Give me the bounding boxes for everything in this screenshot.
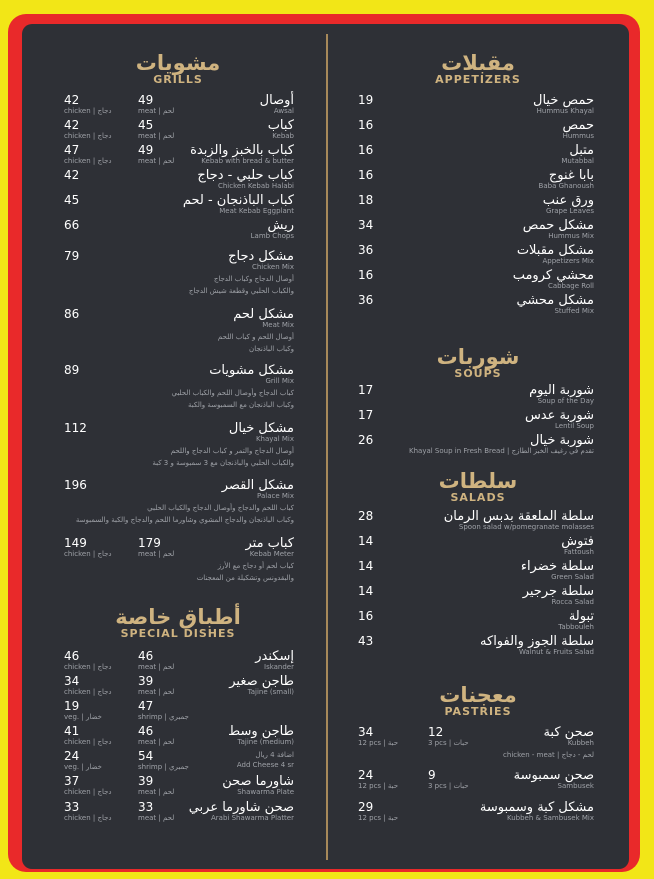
price: 17	[358, 383, 374, 397]
pastries-title-en: PASTRIES	[444, 705, 512, 718]
item-name-ar: سلطة الملعقة بدبس الرمان	[443, 509, 594, 524]
price-3pcs: 12	[428, 725, 444, 739]
item-description: أوصال الدجاج وكباب الدجاج	[213, 275, 294, 283]
price: 86	[64, 307, 80, 321]
price-12pcs: 29	[358, 800, 374, 814]
price: 79	[64, 249, 80, 263]
price: 26	[358, 433, 374, 447]
price: 14	[358, 534, 374, 548]
add-cheese-en: Add Cheese 4 sr	[236, 761, 294, 769]
item-name-en: Hummus Khayal	[536, 107, 594, 115]
price: 28	[358, 509, 374, 523]
price-label-12pcs: 12 pcs | حبة	[358, 782, 399, 790]
item-name-ar: مشكل مقبلات	[516, 243, 594, 258]
item-name-en: Cabbage Roll	[547, 282, 594, 290]
item-name-ar: مشكل خيال	[228, 421, 294, 436]
item-name-en: Fattoush	[564, 548, 594, 556]
item-name-en: Hummus Mix	[548, 232, 594, 240]
appetizers-title-en: APPETIZERS	[435, 73, 521, 86]
item-name-ar: ورق عنب	[542, 193, 594, 208]
item-name-ar: كباب حلبي - دجاج	[197, 168, 294, 183]
price: 36	[358, 243, 374, 257]
price-label-meat: meat | لحم	[138, 814, 175, 822]
price-label-chicken: chicken | دجاج	[64, 788, 112, 796]
item-name-en: Awsal	[273, 107, 294, 115]
price-chicken: 42	[64, 93, 80, 107]
price-label-meat: meat | لحم	[138, 157, 175, 165]
item-description: والكباب الحلبي والباذنجان مع 3 سمبوسة و 3 كبة	[152, 459, 294, 467]
price-label-chicken: chicken | دجاج	[64, 814, 112, 822]
item-description: كباب لحم أو دجاج مع الأرز	[217, 562, 294, 570]
item-name-en: Baba Ghanoush	[538, 182, 594, 190]
item-name-ar: صحن شاورما عربي	[188, 800, 294, 815]
item-name-en: Chicken Kebab Halabi	[217, 182, 294, 190]
price-label-chicken: chicken | دجاج	[64, 688, 112, 696]
price: 34	[358, 218, 374, 232]
item-name-en: Tajine (small)	[247, 688, 294, 696]
item-name-ar: طاجن وسط	[228, 724, 294, 739]
pastries-title-ar: معجنات	[439, 683, 517, 707]
soups-header	[332, 346, 624, 380]
price-label-chicken: chicken | دجاج	[64, 107, 112, 115]
price-label-chicken: chicken | دجاج	[64, 663, 112, 671]
price: 36	[358, 293, 374, 307]
item-description: والبقدونس وتشكيلة من المعجنات	[196, 574, 294, 582]
salads-header	[332, 470, 624, 504]
price-meat: 46	[138, 724, 154, 738]
item-name-ar: مشكل دجاج	[228, 249, 294, 264]
item-name-ar: طاجن صغير	[229, 674, 294, 689]
item-name-en: Sambusek	[557, 782, 594, 790]
price-meat: 179	[138, 536, 161, 550]
price-meat: 49	[138, 93, 154, 107]
price: 14	[358, 559, 374, 573]
item-name-en: Grape Leaves	[545, 207, 594, 215]
price-veg: 19	[64, 699, 80, 713]
item-name-ar: تبولة	[568, 609, 594, 624]
item-name-en: Shawarma Plate	[237, 788, 294, 796]
price-label-3pcs: 3 pcs | حبات	[428, 739, 469, 747]
item-description: كباب اللحم والدجاج وأوصال الدجاج والكباب الحلبي	[147, 504, 294, 512]
item-name-ar: سلطة الجوز والفواكه	[480, 634, 594, 649]
price: 43	[358, 634, 374, 648]
item-name-ar: حمص	[562, 118, 594, 133]
item-name-en: Kebab Meter	[249, 550, 294, 558]
item-name-en: Hummus	[562, 132, 594, 140]
price-meat: 33	[138, 800, 154, 814]
item-name-ar: كباب الباذنجان - لحم	[182, 193, 294, 208]
item-name-ar: ريش	[267, 218, 294, 233]
item-name-ar: شاورما صحن	[222, 774, 294, 789]
item-name-ar: أوصال	[259, 93, 294, 108]
price-chicken: 149	[64, 536, 87, 550]
price-label-chicken: chicken | دجاج	[64, 157, 112, 165]
item-description: chicken - meat | لحم - دجاج	[503, 751, 594, 759]
appetizers-title-ar: مقبلات	[441, 51, 515, 75]
price-label-3pcs: 3 pcs | حبات	[428, 782, 469, 790]
item-name-en: Rocca Salad	[551, 598, 594, 606]
item-name-en: Mutabbal	[561, 157, 594, 165]
item-name-en: Kebab with bread & butter	[201, 157, 294, 165]
price-12pcs: 34	[358, 725, 374, 739]
item-name-en: Meat Kebab Eggplant	[219, 207, 294, 215]
price-3pcs: 9	[428, 768, 436, 782]
item-name-ar: مشكل مشويات	[209, 363, 294, 378]
item-name-en: Arabi Shawarma Platter	[211, 814, 294, 822]
grills-title-en: GRILLS	[153, 73, 203, 86]
item-name-ar: سلطة جرجير	[522, 584, 594, 599]
price: 18	[358, 193, 374, 207]
item-name-en: Grill Mix	[265, 377, 294, 385]
grills-title-ar: مشويات	[135, 51, 221, 75]
item-name-ar: مشكل لحم	[233, 307, 294, 322]
price-label-meat: meat | لحم	[138, 788, 175, 796]
price: 112	[64, 421, 87, 435]
soups-title-en: SOUPS	[454, 367, 502, 380]
item-name-en: Kubbeh & Sambusek Mix	[506, 814, 594, 822]
item-name-en: Lamb Chops	[250, 232, 294, 240]
item-description: وكباب الباذنجان	[249, 345, 294, 353]
item-name-ar: مشكل حمص	[522, 218, 594, 233]
price-label-meat: meat | لحم	[138, 550, 175, 558]
item-name-ar: صحن سمبوسة	[513, 768, 594, 783]
grills-header	[32, 52, 324, 86]
item-name-ar: متبل	[569, 143, 594, 158]
item-description: والكباب الحلبي وقطعة شيش الدجاج	[188, 287, 294, 295]
price-label-chicken: chicken | دجاج	[64, 550, 112, 558]
price: 66	[64, 218, 80, 232]
salads-title-ar: سلطات	[438, 469, 518, 493]
price-label-chicken: chicken | دجاج	[64, 738, 112, 746]
item-name-ar: محشي كرومب	[512, 268, 594, 283]
item-name-en: Tajine (medium)	[237, 738, 294, 746]
item-name-en: Chicken Mix	[251, 263, 294, 271]
item-description: كباب الدجاج وأوصال اللحم والكباب الحلبي	[171, 389, 294, 397]
price-chicken: 37	[64, 774, 80, 788]
price: 196	[64, 478, 87, 492]
item-name-ar: مشكل كبة وسمبوسة	[479, 800, 594, 815]
price-meat: 49	[138, 143, 154, 157]
price: 17	[358, 408, 374, 422]
price-label-shrimp: shrimp | جمبري	[138, 763, 189, 771]
item-description: أوصال الدجاج والتمر و كباب الدجاج واللحم	[170, 447, 294, 455]
price: 16	[358, 143, 374, 157]
price-label-meat: meat | لحم	[138, 107, 175, 115]
price-label-shrimp: shrimp | جمبري	[138, 713, 189, 721]
price-meat: 39	[138, 674, 154, 688]
price-label-chicken: chicken | دجاج	[64, 132, 112, 140]
price-chicken: 47	[64, 143, 80, 157]
item-name-ar: كباب	[267, 118, 294, 133]
price-veg: 24	[64, 749, 80, 763]
item-name-ar: مشكل القصر	[221, 478, 294, 493]
add-cheese-ar: اضافة 4 ريال	[255, 751, 294, 759]
item-name-ar: مشكل محشي	[516, 293, 594, 308]
price-chicken: 33	[64, 800, 80, 814]
appetizers-header	[332, 52, 624, 86]
item-name-ar: سلطة خضراء	[520, 559, 594, 574]
price-chicken: 34	[64, 674, 80, 688]
price-meat: 39	[138, 774, 154, 788]
item-name-ar: بابا غنوج	[548, 168, 594, 183]
price-label-12pcs: 12 pcs | حبة	[358, 814, 399, 822]
price: 16	[358, 168, 374, 182]
item-name-en: Stuffed Mix	[554, 307, 594, 315]
item-name-en: Khayal Mix	[255, 435, 294, 443]
price: 45	[64, 193, 80, 207]
item-description: وكباب الباذنجان مع السمبوسة والكبة	[187, 401, 294, 409]
item-name-en: Khayal Soup in Fresh Bread | تقدم في رغيف الخبز الطازج	[409, 447, 594, 455]
price: 42	[64, 168, 80, 182]
item-name-ar: صحن كبة	[543, 725, 594, 740]
price-meat: 46	[138, 649, 154, 663]
item-name-en: Palace Mix	[257, 492, 294, 500]
price: 14	[358, 584, 374, 598]
item-name-en: Kebab	[272, 132, 294, 140]
price: 89	[64, 363, 80, 377]
price-shrimp: 47	[138, 699, 154, 713]
item-name-ar: فتوش	[561, 534, 594, 549]
item-name-ar: حمص خيال	[533, 93, 594, 108]
item-name-ar: شوربة خيال	[530, 433, 594, 448]
item-name-en: Walnut & Fruits Salad	[518, 648, 594, 656]
item-name-en: Spoon salad w/pomegranate molasses	[458, 523, 594, 531]
price-label-meat: meat | لحم	[138, 132, 175, 140]
price-label-meat: meat | لحم	[138, 738, 175, 746]
salads-title-en: SALADS	[450, 491, 506, 504]
item-name-ar: إسكندر	[255, 649, 294, 664]
item-description: وكباب الباذنجان والدجاج المشوي وشاورما اللحم والدجاج والكبة والسمبوسة	[75, 516, 294, 524]
item-name-en: Tabbouleh	[558, 623, 594, 631]
price: 16	[358, 609, 374, 623]
item-name-en: Lentil Soup	[555, 422, 594, 430]
price-label-veg: veg. | خضار	[64, 713, 102, 721]
price-label-veg: veg. | خضار	[64, 763, 102, 771]
item-name-en: Iskander	[264, 663, 294, 671]
price-12pcs: 24	[358, 768, 374, 782]
price-label-meat: meat | لحم	[138, 663, 175, 671]
special-title-en: SPECIAL DISHES	[120, 627, 236, 640]
price: 16	[358, 118, 374, 132]
price-chicken: 42	[64, 118, 80, 132]
pastries-header	[332, 684, 624, 718]
price-label-12pcs: 12 pcs | حبة	[358, 739, 399, 747]
item-name-ar: شوربة عدس	[524, 408, 594, 423]
item-name-en: Soup of the Day	[537, 397, 594, 405]
price-chicken: 41	[64, 724, 80, 738]
price-chicken: 46	[64, 649, 80, 663]
special-header	[32, 606, 324, 640]
item-name-en: Meat Mix	[262, 321, 294, 329]
item-name-ar: كباب متر	[245, 536, 294, 551]
price: 19	[358, 93, 374, 107]
item-name-en: Appetizers Mix	[542, 257, 594, 265]
column-divider	[326, 34, 328, 860]
item-description: أوصال اللحم و كباب اللحم	[217, 333, 294, 341]
price: 16	[358, 268, 374, 282]
item-name-ar: شوربة اليوم	[529, 383, 594, 398]
price-label-meat: meat | لحم	[138, 688, 175, 696]
price-meat: 45	[138, 118, 154, 132]
item-name-en: Green Salad	[551, 573, 594, 581]
special-title-ar: أطباق خاصة	[115, 605, 241, 629]
item-name-en: Kubbeh	[567, 739, 594, 747]
soups-title-ar: شوربات	[436, 345, 520, 369]
price-shrimp: 54	[138, 749, 154, 763]
item-name-ar: كباب بالخبز والزبدة	[190, 143, 294, 158]
